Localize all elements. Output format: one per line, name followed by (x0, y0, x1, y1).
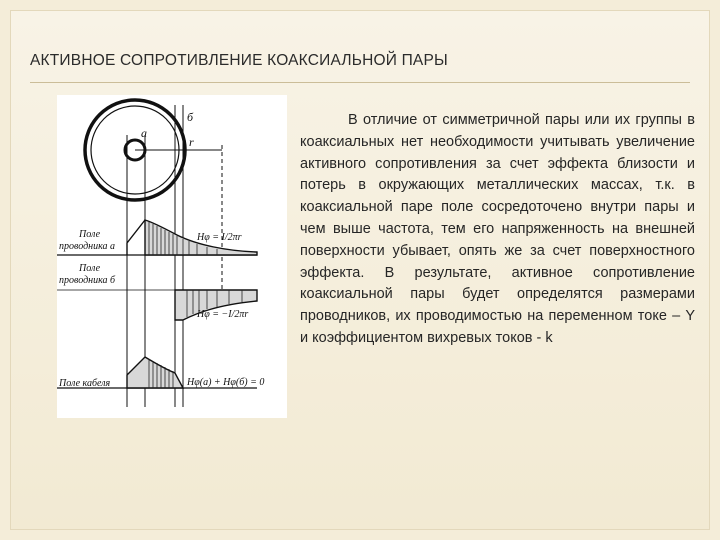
field-cable-label: Поле кабеля (59, 378, 111, 389)
label-a: a (141, 126, 147, 140)
coaxial-field-diagram (57, 95, 287, 418)
field-b-label-line1: Поле (79, 263, 101, 274)
field-a-label-line1: Поле (79, 229, 101, 240)
title-divider (30, 82, 690, 83)
label-b: б (187, 110, 194, 124)
field-a-label-line2: проводника а (59, 241, 116, 252)
formula-sum: Hφ(a) + Hφ(б) = 0 (187, 377, 265, 388)
slide-body-text: В отличие от симметричной пары или их группы в коаксиальных нет необходимости учитывать увеличение активного сопротивления за счет эффекта близости и потерь в окружающих металлических массах, т.к. в коаксиальной паре поле сосредоточено внутри пары и чем выше частота, тем его напряженность на внешней поверхности убывает, опять же за счет поверхностного эффекта. В результате, активное сопротивление коаксиальной пары будет определятся размерами проводников, их проводимостью на переменном токе – Υ и коэффициентом вихревых токов - k (300, 112, 695, 346)
field-b-label-line2: проводника б (59, 275, 116, 286)
label-r: r (189, 135, 194, 149)
formula-b: Hφ = −I/2πr (197, 309, 249, 320)
slide-title: АКТИВНОЕ СОПРОТИВЛЕНИЕ КОАКСИАЛЬНОЙ ПАРЫ (30, 52, 448, 69)
coax-cross-section (85, 100, 222, 200)
formula-a: Hφ = I/2πr (197, 232, 242, 243)
